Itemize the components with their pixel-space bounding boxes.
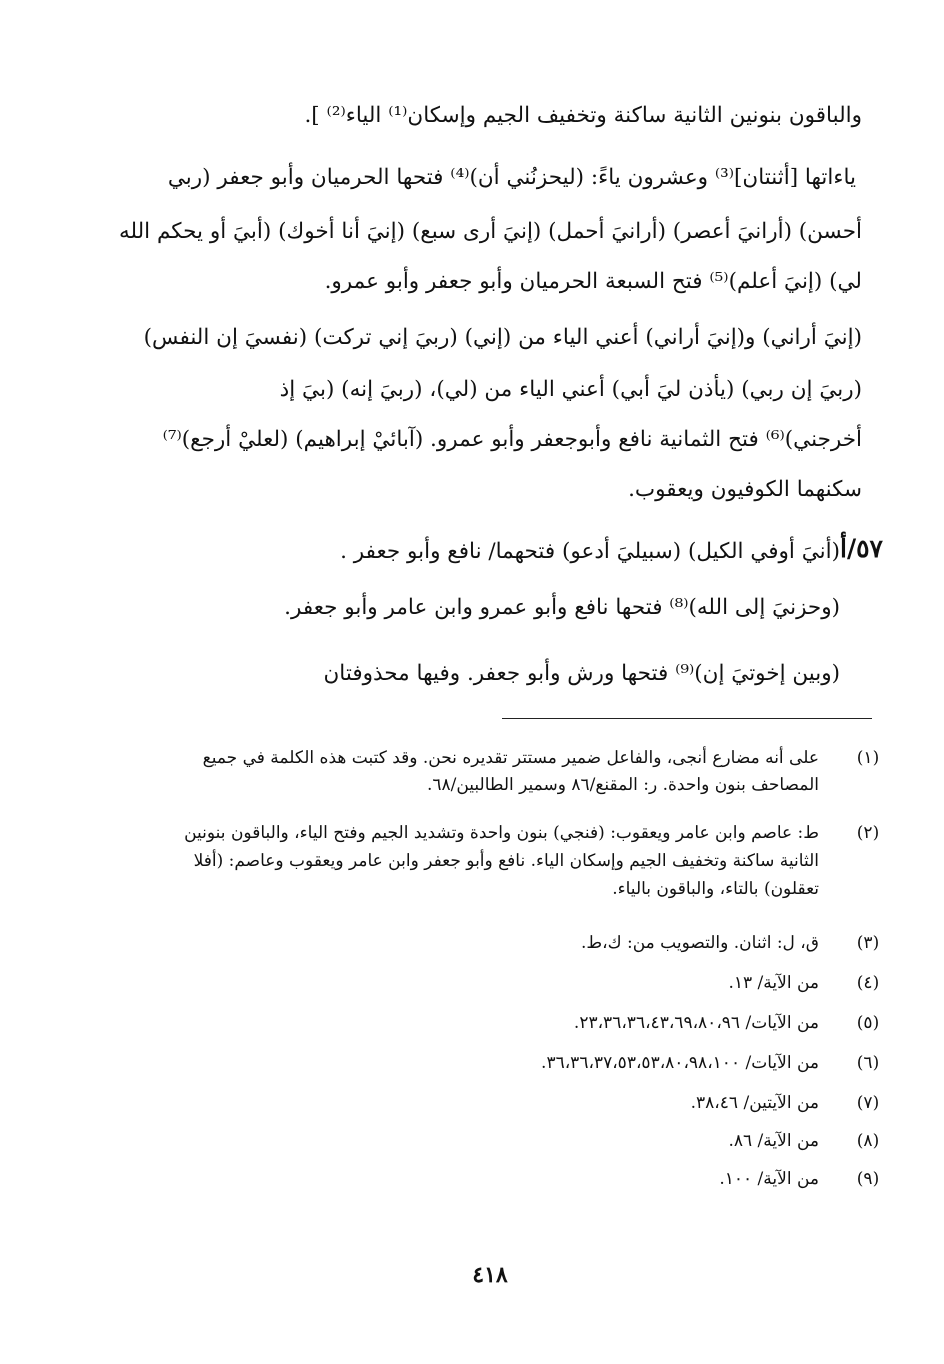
footnote-1-line-2: المصاحف بنون واحدة. ر: المقنع/٨٦ وسمير الطالبين/٦٨.	[426, 775, 819, 795]
footnote-4-line-1: من الآية/ ١٣.	[728, 973, 819, 993]
footnote-2-line-2: الثانية ساكنة وتخفيف الجيم وإسكان الياء. نافع وأبو جعفر وابن عامر ويعقوب وعاصم: (أفلا	[193, 851, 819, 871]
footnote-2-line-3: تعقلون) بالتاء، والباقون بالياء.	[612, 879, 819, 899]
footnote-2-line-1: ط: عاصم وابن عامر ويعقوب: (فنجي) بنون واحدة وتشديد الجيم وفتح الياء، والباقون بنونين	[184, 823, 819, 843]
footnote-separator	[502, 718, 872, 719]
main-line-2: ياءاتها [أثنتان]⁽³⁾ وعشرون ياءً: (ليحزنُني أن)⁽⁴⁾ فتحها الحرميان وأبو جعفر (ربي	[167, 165, 856, 190]
footnote-number-4: (٤)	[856, 973, 880, 993]
page-number: ٤١٨	[472, 1262, 508, 1288]
footnote-1-line-1: على أنه مضارع أنجى، والفاعل ضمير مستتر تقديره نحن. وقد كتبت هذه الكلمة في جميع	[202, 748, 819, 768]
footnote-6-line-1: من الآيات/ ٣٦،٣٦،٣٧،٥٣،٥٣،٨٠،٩٨،١٠٠.	[541, 1053, 819, 1073]
main-line-3: أحسن) (أرانيَ أعصر) (أرانيَ أحمل) (إنيَ أرى سبع) (إنيَ أنا أخوك) (أبيَ أو يحكم الله	[118, 219, 862, 244]
footnote-number-1: (١)	[856, 748, 880, 768]
main-line-7: أخرجني)⁽⁶⁾ فتح الثمانية نافع وأبوجعفر وأبو عمرو. (آبائيْ إبراهيم) (لعليْ أرجع)⁽⁷⁾	[162, 427, 862, 452]
footnote-number-5: (٥)	[856, 1013, 880, 1033]
footnote-number-7: (٧)	[856, 1093, 880, 1113]
main-line-11: (وبين إخوتيَ إن)⁽⁹⁾ فتحها ورش وأبو جعفر. وفيها محذوفتان	[323, 661, 840, 686]
main-line-9: (أنيَ أوفي الكيل) (سبيليَ أدعو) فتحهما/ نافع وأبو جعفر .	[340, 539, 840, 564]
folio-marker: ٥٧/أ	[840, 534, 883, 563]
footnote-9-line-1: من الآية/ ١٠٠.	[719, 1169, 819, 1189]
footnote-number-6: (٦)	[856, 1053, 880, 1073]
footnote-number-8: (٨)	[856, 1131, 880, 1151]
footnote-number-9: (٩)	[856, 1169, 880, 1189]
footnote-7-line-1: من الآيتين/ ٣٨،٤٦.	[690, 1093, 819, 1113]
main-line-4: لي) (إنيَ أعلم)⁽⁵⁾ فتح السبعة الحرميان وأبو جعفر وأبو عمرو.	[324, 269, 862, 294]
footnote-number-2: (٢)	[856, 823, 880, 843]
main-line-10: (وحزنيَ إلى الله)⁽⁸⁾ فتحها نافع وأبو عمرو وابن عامر وأبو جعفر.	[284, 595, 840, 620]
main-line-1: والباقون بنونين الثانية ساكنة وتخفيف الجيم وإسكان⁽¹⁾ الياء⁽²⁾ ].	[304, 103, 862, 128]
footnote-number-3: (٣)	[856, 933, 880, 953]
main-line-5: (إنيَ أراني) و(إنيَ أراني) أعني الياء من (إني) (ربيَ إني تركت) (نفسيَ إن النفس)	[143, 325, 862, 350]
main-line-6: (ربيَ إن ربي) (يأذن ليَ أبي) أعني الياء من (لي)، (ربيَ إنه) (بيَ إذ	[279, 377, 862, 402]
footnote-3-line-1: ق، ل: اثنان. والتصويب من: ك،ط.	[580, 933, 819, 953]
footnote-8-line-1: من الآية/ ٨٦.	[728, 1131, 819, 1151]
main-line-8: سكنهما الكوفيون ويعقوب.	[628, 477, 862, 502]
footnote-5-line-1: من الآيات/ ٢٣،٣٦،٣٦،٤٣،٦٩،٨٠،٩٦.	[573, 1013, 819, 1033]
